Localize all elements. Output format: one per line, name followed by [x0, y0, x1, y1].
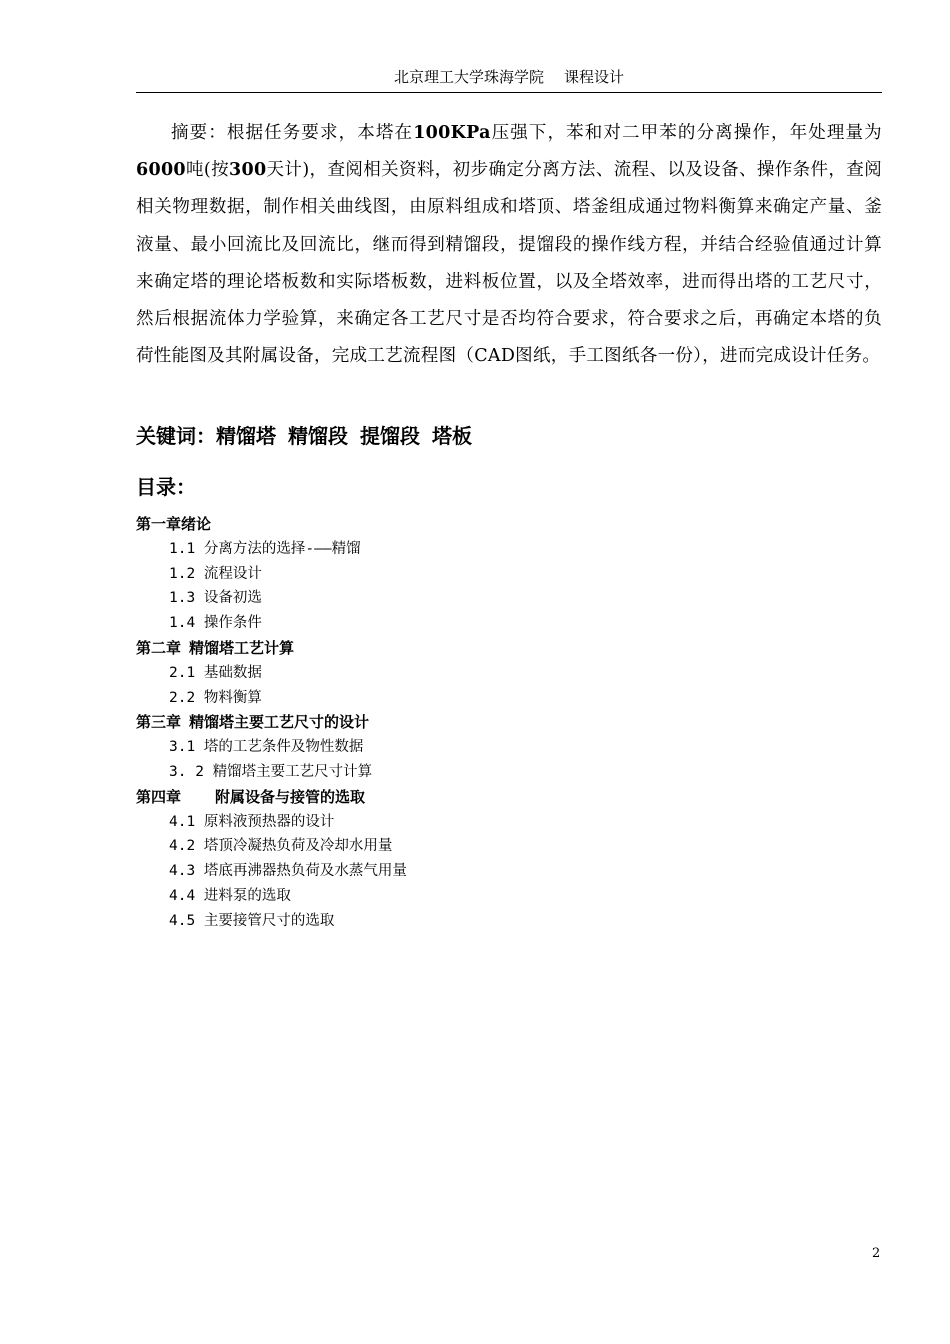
toc-chapter-1 [136, 512, 836, 537]
toc-chapter-number: 第二章 [136, 638, 182, 657]
toc-chapter-title: 第一章绪论 [136, 515, 212, 533]
keywords-label: 关键词： [136, 424, 216, 448]
toc-section: 4.2 塔顶冷凝热负荷及冷却水用量 [169, 838, 393, 855]
keyword-item: 精馏段 [288, 424, 348, 448]
toc-chapter-number: 第四章 [136, 787, 182, 806]
keyword-item: 提馏段 [360, 424, 420, 448]
toc-section: 2.2 物料衡算 [169, 689, 262, 706]
toc-section: 4.3 塔底再沸器热负荷及水蒸气用量 [169, 863, 407, 880]
keywords-line [136, 420, 484, 452]
abstract-pressure: 100KPa [413, 123, 491, 143]
toc-section: 3.1 塔的工艺条件及物性数据 [169, 739, 364, 756]
toc-section: 4.1 原料液预热器的设计 [169, 813, 335, 830]
abstract-cad: CAD [474, 346, 516, 367]
toc-chapter-number: 第三章 [136, 713, 182, 732]
toc-chapter-title: 精馏塔工艺计算 [189, 638, 295, 657]
toc-section: 4.5 主要接管尺寸的选取 [169, 912, 335, 929]
table-of-contents [136, 512, 836, 934]
toc-chapter-3 [136, 710, 836, 735]
toc-section: 1.4 操作条件 [169, 615, 262, 632]
abstract-text-1: 摘要：根据任务要求，本塔在 [171, 123, 414, 143]
toc-section: 2.1 基础数据 [169, 664, 262, 681]
abstract-text-3: 吨(按 [185, 160, 230, 181]
toc-section: 1.2 流程设计 [169, 565, 262, 582]
toc-section: 1.3 设备初选 [169, 590, 262, 607]
page-number: 2 [872, 1246, 881, 1261]
abstract-text-5: 图纸，手工图纸各一份），进而完成设计任务。 [515, 346, 881, 367]
toc-title: 目录： [136, 475, 196, 499]
toc-chapter-title: 附属设备与接管的选取 [215, 787, 366, 806]
toc-chapter-title: 精馏塔主要工艺尺寸的设计 [189, 713, 370, 732]
abstract-tons: 6000 [136, 160, 186, 181]
toc-section: 1.1 分离方法的选择-——精馏 [169, 540, 361, 557]
toc-chapter-4 [136, 785, 836, 810]
abstract-text-2: 压强下，苯和对二甲苯的分离操作，年处理量为 [490, 123, 882, 143]
abstract-paragraph [136, 115, 882, 375]
abstract-text-4: 天计)，查阅相关资料，初步确定分离方法、流程、以及设备、操作条件，查阅相关物理数据，制作相关曲线图，由原料组成和塔顶、塔釜组成通过物料衡算来确定产量、釜液量、最小回流比及回流比，继而得到精馏段，提馏段的操作线方程，并结合经验值通过计算来确定塔的理论塔板数和实际塔板数，进料板位置，以及全塔效率，进而得出塔的工艺尺寸，然后根据流体力学验算，来确定各工艺尺寸是否均符合要求，符合要求之后，再确定本塔的负荷性能图及其附属设备，完成工艺流程图（ [136, 160, 883, 367]
abstract-days: 300 [229, 160, 267, 181]
keyword-item: 精馏塔 [216, 424, 276, 448]
page-header [136, 66, 882, 93]
header-school: 北京理工大学珠海学院 [393, 68, 544, 86]
header-course: 课程设计 [564, 68, 625, 86]
keyword-item: 塔板 [432, 424, 472, 448]
toc-chapter-2 [136, 636, 836, 661]
toc-section: 3. 2 精馏塔主要工艺尺寸计算 [169, 763, 373, 780]
toc-section: 4.4 进料泵的选取 [169, 887, 291, 904]
